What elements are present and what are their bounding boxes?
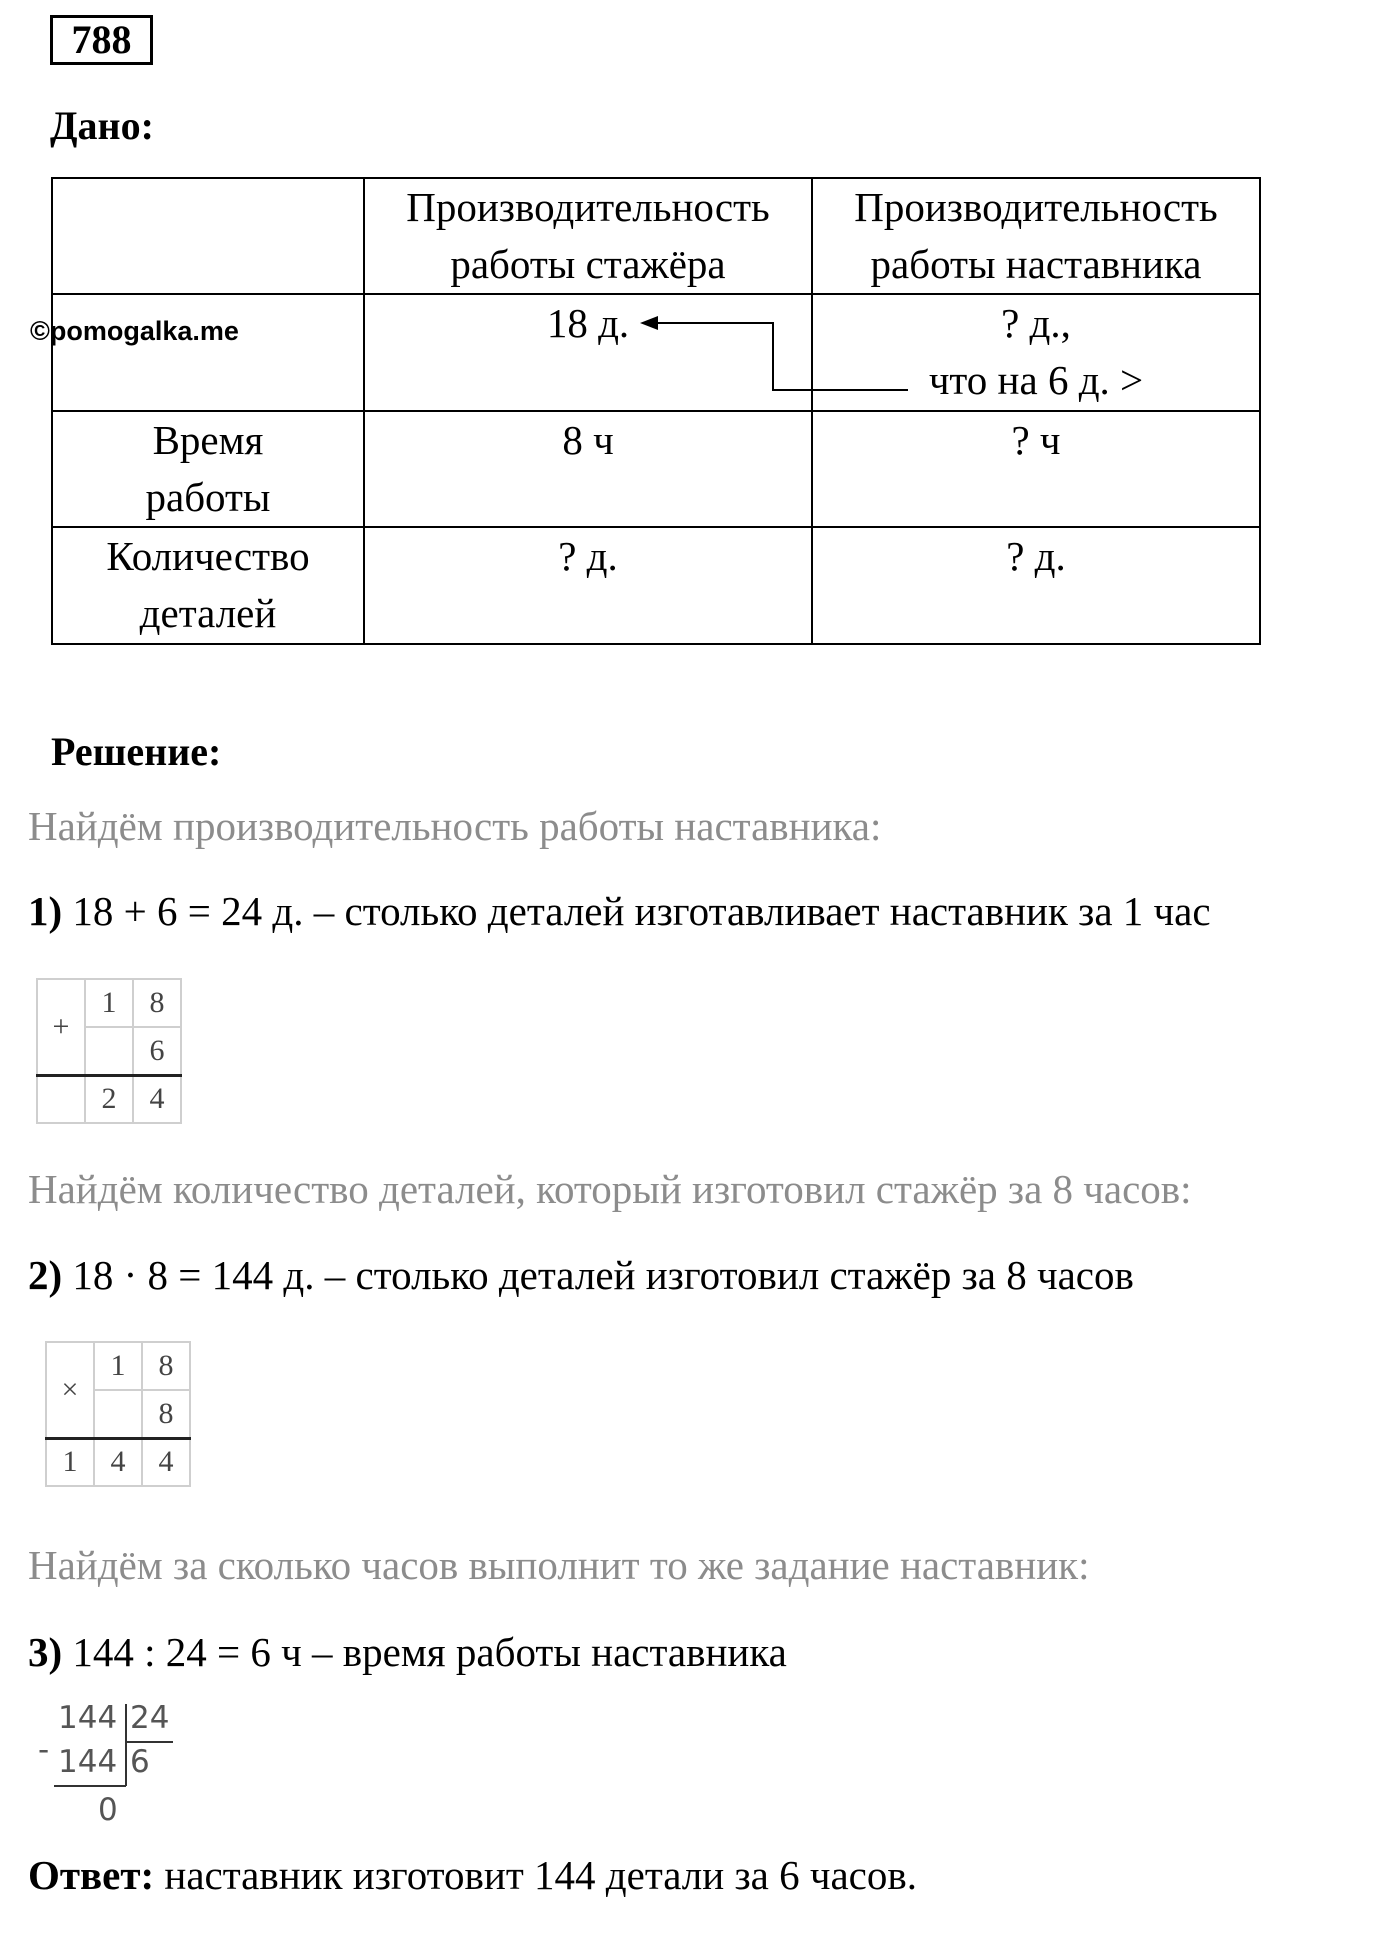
step-1-equation: 1) 18 + 6 = 24 д. – столько деталей изготавливает наставник за 1 час [28,888,1211,934]
minus-sign: - [38,1732,50,1768]
remainder: 0 [98,1792,118,1828]
dividend: 144 [58,1700,118,1736]
step-2-equation: 2) 18 · 8 = 144 д. – столько деталей изготовил стажёр за 8 часов [28,1252,1134,1298]
watermark: ©pomogalka.me [30,316,239,346]
addition-column-calc: + 1 8 6 2 4 [36,978,182,1124]
intern-parts-value: ? д. [364,527,812,644]
step-1-intro: Найдём производительность работы наставника: [28,803,882,849]
answer: Ответ: наставник изготовит 144 детали за 6 часов. [28,1852,917,1898]
problem-number: 788 [50,15,153,65]
divisor: 24 [130,1700,170,1736]
subtrahend: 144 [58,1744,118,1780]
multiplication-column-calc: × 1 8 8 1 4 4 [45,1341,191,1487]
comparison-arrow [0,0,1400,420]
header-mentor-productivity: Производительность работы наставника [812,178,1260,294]
step-3-intro: Найдём за сколько часов выполнит то же задание наставник: [28,1542,1090,1588]
step-3-equation: 3) 144 : 24 = 6 ч – время работы наставника [28,1629,787,1675]
division-lines [38,1700,188,1830]
long-division [38,1700,188,1830]
given-title: Дано: [50,103,154,148]
plus-sign: + [37,979,85,1075]
mentor-time-value: ? ч [812,411,1260,527]
times-sign: × [46,1342,94,1438]
quotient: 6 [130,1744,150,1780]
mentor-productivity-value: ? д., что на 6 д. > [812,294,1260,411]
mentor-parts-value: ? д. [812,527,1260,644]
header-intern-productivity: Производительность работы стажёра [364,178,812,294]
table-row [52,527,1260,644]
intern-productivity-value: 18 д. [364,294,812,411]
table-row [52,411,1260,527]
solution-title: Решение: [51,729,222,774]
step-2-intro: Найдём количество деталей, который изготовил стажёр за 8 часов: [28,1166,1192,1212]
row-label-time: Время работы [52,411,364,527]
row-label-parts: Количество деталей [52,527,364,644]
intern-time-value: 8 ч [364,411,812,527]
